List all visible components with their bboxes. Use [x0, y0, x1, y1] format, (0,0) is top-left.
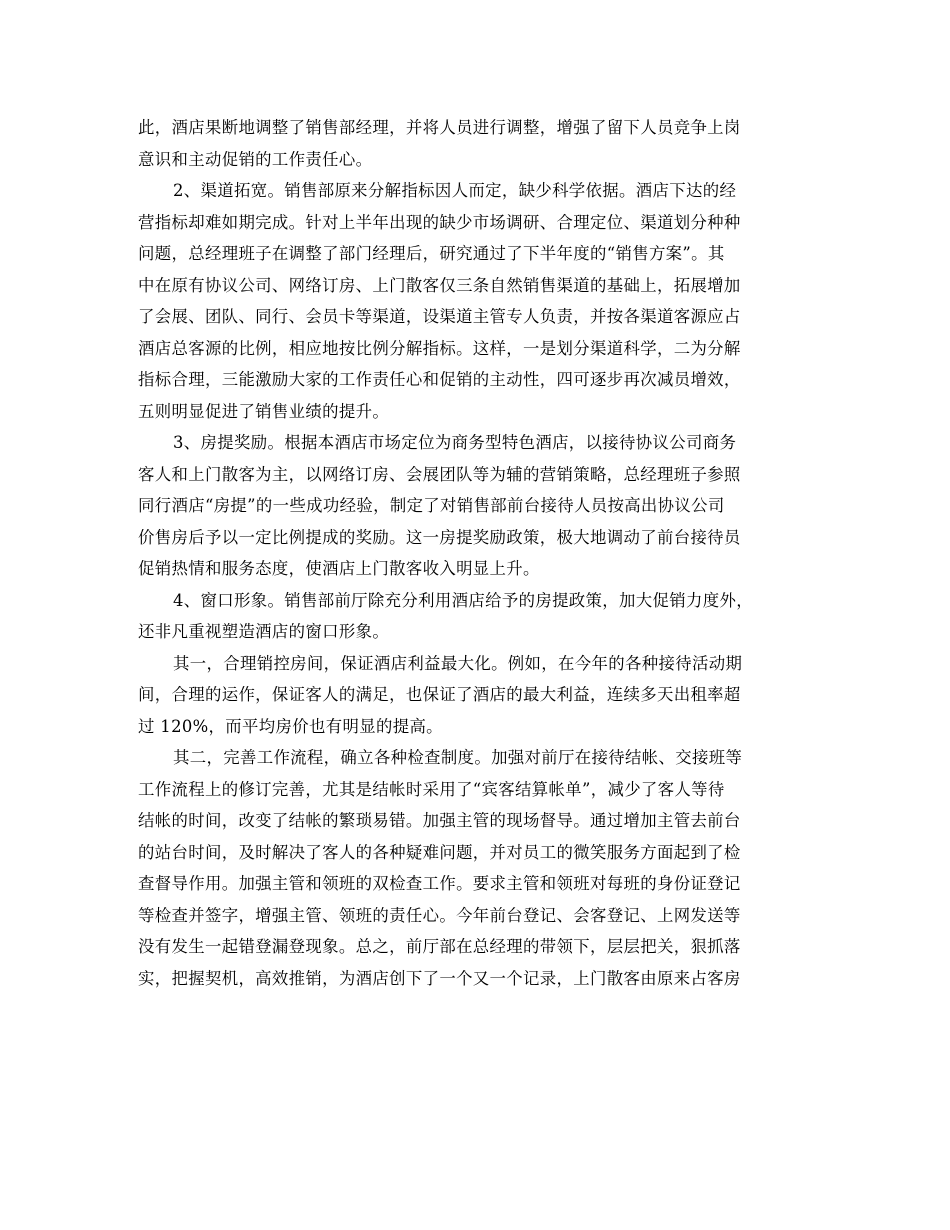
text-line: 指标合理，三能激励大家的工作责任心和促销的主动性，四可逐步再次减员增效，: [138, 370, 741, 389]
text-line: 中在原有协议公司、网络订房、上门散客仅三条自然销售渠道的基础上，拓展增加: [138, 275, 741, 295]
paragraph-start-line: 其二，完善工作流程，确立各种检查制度。加强对前厅在接待结帐、交接班等: [173, 748, 743, 767]
text-line: 过 120%，而平均房价也有明显的提高。: [138, 716, 443, 736]
text-line: 等检查并签字，增强主管、领班的责任心。今年前台登记、会客登记、上网发送等: [138, 905, 741, 925]
paragraph-start-line: 其一，合理销控房间，保证酒店利益最大化。例如，在今年的各种接待活动期: [173, 653, 743, 673]
text-line: 实，把握契机，高效推销，为酒店创下了一个又一个记录，上门散客由原来占客房: [138, 968, 741, 988]
text-line: 结帐的时间，改变了结帐的繁琐易错。加强主管的现场督导。通过增加主管去前台: [138, 811, 741, 830]
text-line: 客人和上门散客为主，以网络订房、会展团队等为辅的营销策略，总经理班子参照: [138, 464, 741, 484]
text-line: 了会展、团队、同行、会员卡等渠道，设渠道主管专人负责，并按各渠道客源应占: [138, 307, 741, 326]
paragraph-start-line: 3、房提奖励。根据本酒店市场定位为商务型特色酒店，以接待协议公司商务: [173, 433, 737, 452]
text-line: 同行酒店“房提”的一些成功经验，制定了对销售部前台接待人员按高出协议公司: [138, 496, 725, 515]
text-line: 查督导作用。加强主管和领班的双检查工作。要求主管和领班对每班的身份证登记: [138, 874, 741, 893]
paragraph-start-line: 4、窗口形象。销售部前厅除充分利用酒店给予的房提政策，加大促销力度外，: [173, 590, 753, 610]
text-line: 五则明显促进了销售业绩的提升。: [138, 401, 390, 421]
document-body: [138, 112, 833, 994]
text-line: 间，合理的运作，保证客人的满足，也保证了酒店的最大利益，连续多天出租率超: [138, 685, 741, 704]
text-line: 酒店总客源的比例，相应地按比例分解指标。这样，一是划分渠道科学，二为分解: [138, 338, 741, 358]
text-line: 工作流程上的修订完善，尤其是结帐时采用了“宾客结算帐单”，减少了客人等待: [138, 779, 725, 799]
text-line: 没有发生一起错登漏登现象。总之，前厅部在总经理的带领下，层层把关，狠抓落: [138, 937, 741, 956]
text-line: 此，酒店果断地调整了销售部经理，并将人员进行调整，增强了留下人员竞争上岗: [138, 118, 741, 137]
text-line: 价售房后予以一定比例提成的奖励。这一房提奖励政策，极大地调动了前台接待员: [138, 527, 741, 547]
text-line: 问题，总经理班子在调整了部门经理后，研究通过了下半年度的“销售方案”。其: [138, 244, 725, 263]
text-line: 的站台时间，及时解决了客人的各种疑难问题，并对员工的微笑服务方面起到了检: [138, 842, 741, 862]
text-line: 促销热情和服务态度，使酒店上门散客收入明显上升。: [138, 559, 540, 578]
text-line: 营指标却难如期完成。针对上半年出现的缺少市场调研、合理定位、渠道划分种种: [138, 212, 741, 232]
text-line: 意识和主动促销的工作责任心。: [138, 149, 373, 169]
paragraph-start-line: 2、渠道拓宽。销售部原来分解指标因人而定，缺少科学依据。酒店下达的经: [173, 181, 737, 200]
text-line: 还非凡重视塑造酒店的窗口形象。: [138, 622, 390, 641]
